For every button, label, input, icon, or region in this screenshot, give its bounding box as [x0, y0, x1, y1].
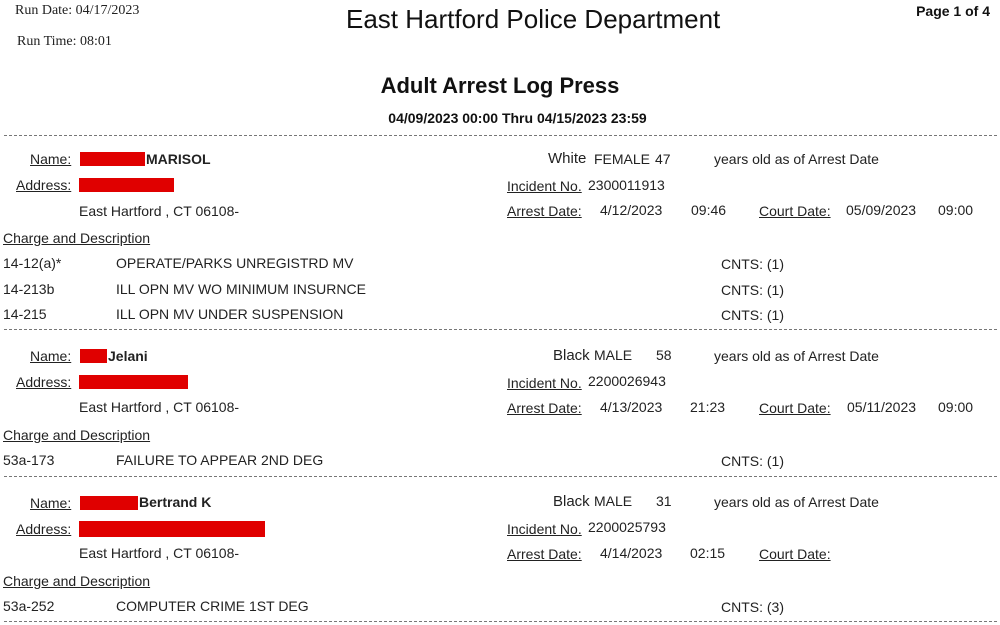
address-label: Address:	[16, 521, 72, 537]
divider	[4, 135, 997, 136]
run-date-label: Run Date:	[15, 3, 73, 18]
court-time: 09:00	[938, 399, 974, 415]
charge-desc: FAILURE TO APPEAR 2ND DEG	[116, 452, 324, 468]
sex: MALE	[594, 347, 633, 363]
redacted-surname	[80, 496, 138, 510]
arrestee-name: MARISOL	[146, 151, 211, 167]
arrestee-name: Bertrand K	[139, 494, 212, 510]
charge-counts: CNTS: (1)	[721, 453, 784, 469]
charge-description-label: Charge and Description	[3, 427, 151, 443]
department-title: East Hartford Police Department	[346, 4, 721, 34]
charge-desc: COMPUTER CRIME 1ST DEG	[116, 598, 309, 614]
charge-description-label: Charge and Description	[3, 230, 151, 246]
arrest-time: 21:23	[690, 399, 726, 415]
race: White	[548, 150, 587, 167]
race: Black	[553, 347, 590, 364]
arrest-date: 4/12/2023	[600, 202, 663, 218]
run-date	[15, 3, 139, 19]
city-state-zip: East Hartford , CT 06108-	[79, 545, 240, 561]
court-time: 09:00	[938, 202, 974, 218]
sex: FEMALE	[594, 151, 651, 167]
run-time	[17, 34, 112, 50]
incident-label: Incident No.	[507, 375, 582, 391]
court-date: 05/09/2023	[846, 202, 917, 218]
redacted-surname	[80, 152, 145, 166]
charge-desc: ILL OPN MV UNDER SUSPENSION	[116, 306, 344, 322]
court-date-label: Court Date:	[759, 203, 831, 219]
address-label: Address:	[16, 374, 72, 390]
age-suffix: years old as of Arrest Date	[714, 348, 879, 364]
report-title: Adult Arrest Log Press	[380, 73, 620, 98]
name-label: Name:	[30, 495, 72, 511]
arrest-date-label: Arrest Date:	[507, 400, 582, 416]
redacted-address	[79, 178, 174, 192]
arrest-time: 09:46	[691, 202, 727, 218]
thru-label: Thru	[501, 110, 534, 126]
incident-number: 2200025793	[588, 519, 666, 535]
name-label: Name:	[30, 151, 72, 167]
address-label: Address:	[16, 177, 72, 193]
divider	[4, 329, 997, 330]
incident-number: 2200026943	[588, 373, 666, 389]
city-state-zip: East Hartford , CT 06108-	[79, 203, 240, 219]
run-date-value: 04/17/2023	[75, 3, 140, 18]
arrest-date: 4/13/2023	[600, 399, 663, 415]
charge-code: 14-12(a)*	[3, 255, 62, 271]
charge-desc: OPERATE/PARKS UNREGISTRD MV	[116, 255, 354, 271]
redacted-address	[79, 375, 188, 389]
incident-label: Incident No.	[507, 521, 582, 537]
charge-counts: CNTS: (1)	[721, 256, 784, 272]
name-label: Name:	[30, 348, 72, 364]
charge-code: 14-215	[3, 306, 47, 322]
age: 47	[655, 151, 671, 167]
age-suffix: years old as of Arrest Date	[714, 494, 879, 510]
court-date: 05/11/2023	[847, 399, 917, 415]
arrest-time: 02:15	[690, 545, 726, 561]
charge-counts: CNTS: (1)	[721, 282, 784, 298]
charge-code: 14-213b	[3, 281, 55, 297]
sex: MALE	[594, 493, 633, 509]
charge-counts: CNTS: (3)	[721, 599, 784, 615]
redacted-surname	[80, 349, 107, 363]
court-date-label: Court Date:	[759, 400, 831, 416]
charge-description-label: Charge and Description	[3, 573, 151, 589]
age-suffix: years old as of Arrest Date	[714, 151, 879, 167]
date-to: 04/15/2023 23:59	[536, 110, 647, 126]
date-from: 04/09/2023 00:00	[388, 110, 499, 126]
charge-counts: CNTS: (1)	[721, 307, 784, 323]
age: 31	[656, 493, 672, 509]
divider	[4, 476, 997, 477]
arrest-date-label: Arrest Date:	[507, 546, 582, 562]
run-time-label: Run Time:	[17, 34, 77, 49]
arrest-date: 4/14/2023	[600, 545, 663, 561]
race: Black	[553, 493, 590, 510]
run-time-value: 08:01	[80, 34, 112, 49]
court-date-label: Court Date:	[759, 546, 831, 562]
date-range	[0, 110, 1000, 126]
incident-number: 2300011913	[588, 177, 665, 193]
arrestee-name: Jelani	[108, 348, 148, 364]
incident-label: Incident No.	[507, 178, 582, 194]
age: 58	[656, 347, 672, 363]
charge-code: 53a-252	[3, 598, 55, 614]
charge-code: 53a-173	[3, 452, 55, 468]
redacted-address	[79, 521, 265, 537]
city-state-zip: East Hartford , CT 06108-	[79, 399, 240, 415]
page-number: Page 1 of 4	[916, 3, 990, 19]
divider	[4, 621, 997, 622]
charge-desc: ILL OPN MV WO MINIMUM INSURNCE	[116, 281, 366, 297]
arrest-date-label: Arrest Date:	[507, 203, 582, 219]
